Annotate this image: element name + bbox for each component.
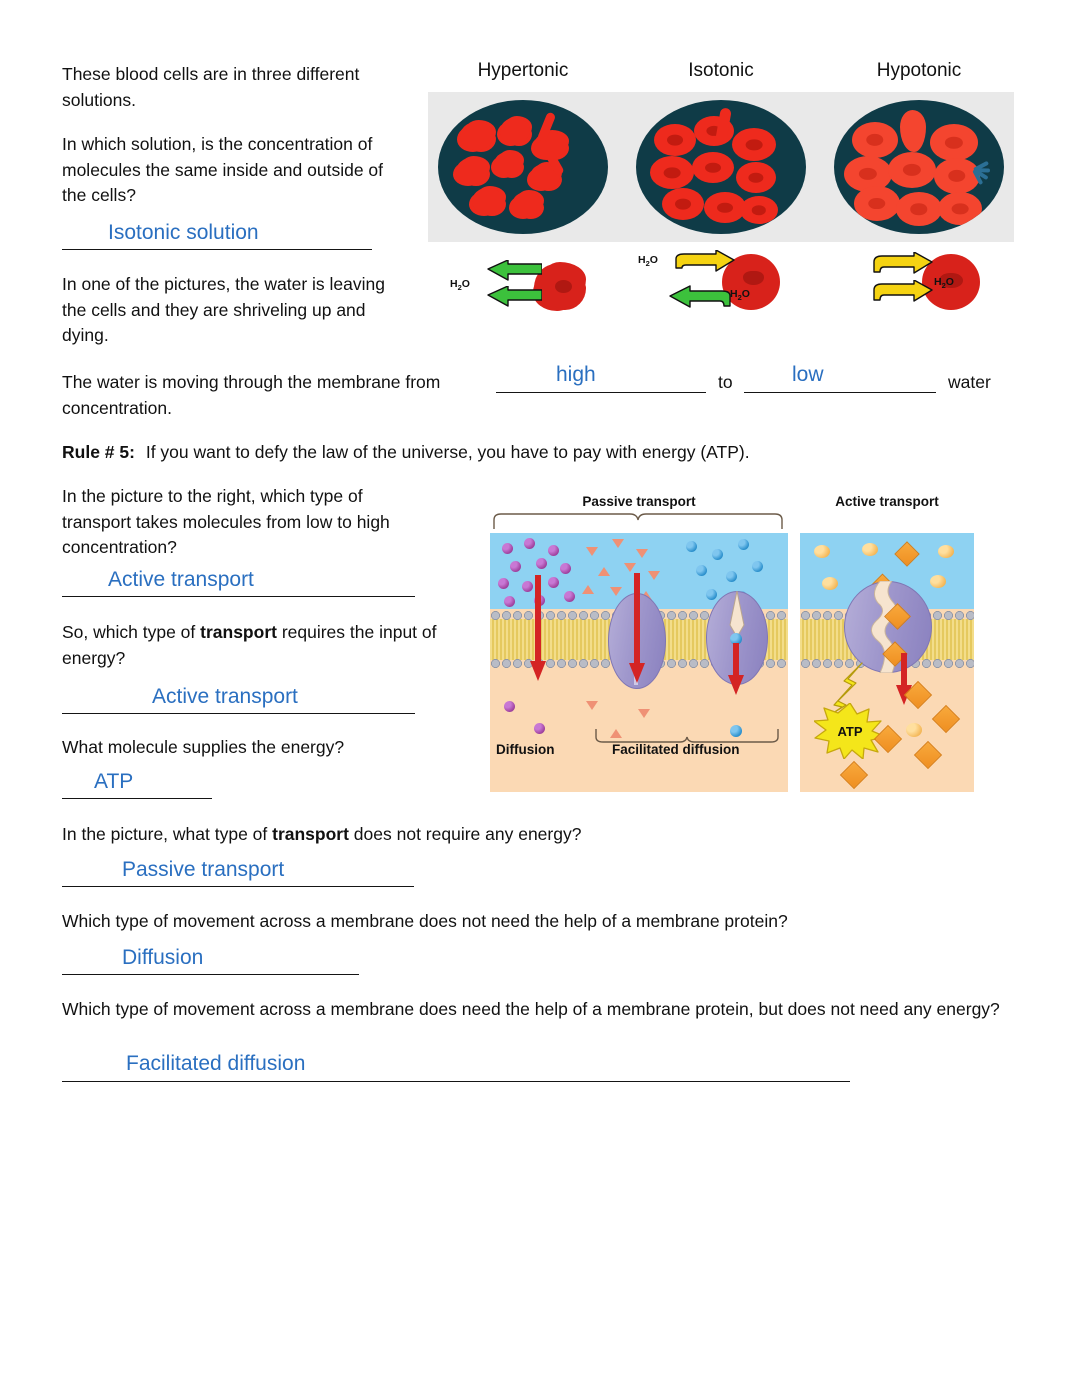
question-isotonic: In which solution, is the concentration of molecules the same inside and outside of the cells? (62, 134, 384, 205)
dish-hypertonic (438, 100, 608, 234)
question-5-pre: In the picture, what type of (62, 824, 273, 844)
answer-diffusion[interactable]: Diffusion (122, 946, 204, 969)
answer-facilitated-diffusion[interactable]: Facilitated diffusion (126, 1052, 306, 1075)
question-5-bold: transport (272, 824, 349, 844)
heading-active-transport: Active transport (835, 494, 939, 509)
fill-suffix: water (948, 372, 991, 392)
question-3-bold: transport (200, 622, 277, 642)
water-label-hypotonic: $H_2O$ (934, 276, 954, 291)
fill-middle: to (718, 372, 733, 392)
question-low-to-high: In the picture to the right, which type of transport takes molecules from low to high concentration? (62, 486, 390, 557)
water-group-isotonic (632, 246, 812, 334)
question-3-pre: So, which type of (62, 622, 201, 642)
question-requires-energy (62, 620, 462, 671)
passive-transport-brace (492, 512, 784, 530)
fill-blank-2-rule (744, 392, 936, 393)
answer-rule-6 (62, 974, 359, 975)
footer-facilitated-diffusion: Facilitated diffusion (612, 742, 740, 757)
question-protein-no-energy: Which type of movement across a membrane does need the help of a membrane protein, but does not need any energy? (62, 999, 1000, 1019)
atp-label: ATP (837, 723, 863, 739)
intro-text: These blood cells are in three different solutions. (62, 64, 360, 110)
fill-answer-low[interactable]: low (792, 363, 824, 386)
arrow-water-in-2 (872, 280, 934, 304)
footer-diffusion: Diffusion (496, 742, 555, 757)
answer-active-transport-2[interactable]: Active transport (152, 685, 298, 708)
answer-rule-1 (62, 249, 372, 250)
arrow-diffusion (530, 575, 546, 683)
active-transport-panel (800, 533, 974, 792)
arrow-facilitated-channel (629, 573, 645, 685)
answer-rule-2 (62, 596, 415, 597)
rule-5-label: Rule # 5: (62, 442, 135, 462)
dish-hypotonic (834, 100, 1004, 234)
water-label-isotonic-out: $H_2O$ (638, 254, 658, 269)
answer-rule-4 (62, 798, 212, 799)
label-isotonic: Isotonic (688, 60, 754, 81)
tonicity-labels (428, 60, 1014, 92)
question-no-energy (62, 822, 962, 848)
question-no-protein: Which type of movement across a membrane does not need the help of a membrane protein? (62, 911, 788, 931)
question-3-post: requires the input of energy? (62, 622, 437, 668)
fill-answer-high[interactable]: high (556, 363, 596, 386)
answer-atp[interactable]: ATP (94, 770, 134, 793)
answer-rule-3 (62, 713, 415, 714)
fill-prefix: The water is moving through the membrane from (62, 372, 441, 392)
water-label-isotonic-in: $H_2O$ (730, 288, 750, 303)
arrow-water-in-iso (674, 250, 736, 274)
answer-rule-7 (62, 1081, 850, 1082)
dish-isotonic (636, 100, 806, 234)
arrow-water-in-1 (872, 252, 934, 276)
answer-isotonic[interactable]: Isotonic solution (108, 221, 259, 244)
fill-blank-1-rule (496, 392, 706, 393)
tonicity-panel-band (428, 92, 1014, 242)
arrow-water-out-iso (666, 284, 732, 310)
rule-5 (62, 440, 750, 466)
fill-second-line: concentration. (62, 398, 172, 418)
figure-transport (490, 492, 974, 792)
question-energy-molecule: What molecule supplies the energy? (62, 737, 345, 757)
answer-active-transport-1[interactable]: Active transport (108, 568, 254, 591)
arrow-facilitated-carrier (728, 643, 744, 697)
rule-5-text: If you want to defy the law of the universe, you have to pay with energy (ATP). (145, 442, 750, 462)
water-movement-row (428, 246, 1014, 334)
arrow-water-out-1 (486, 260, 542, 282)
question-5-post: does not require any energy? (348, 824, 582, 844)
answer-rule-5 (62, 886, 414, 887)
arrow-water-out-2 (486, 286, 542, 308)
water-group-hypotonic (826, 246, 1006, 334)
heading-passive-transport: Passive transport (582, 494, 696, 509)
statement-shriveling: In one of the pictures, the water is leaving the cells and they are shriveling up and dying. (62, 274, 385, 345)
label-hypotonic: Hypotonic (876, 60, 962, 81)
answer-passive-transport[interactable]: Passive transport (122, 858, 285, 881)
water-label-hypertonic: $H_2O$ (450, 278, 470, 293)
label-hypertonic: Hypertonic (477, 60, 569, 81)
figure-tonicity (428, 60, 1014, 335)
water-group-hypertonic (442, 246, 622, 334)
